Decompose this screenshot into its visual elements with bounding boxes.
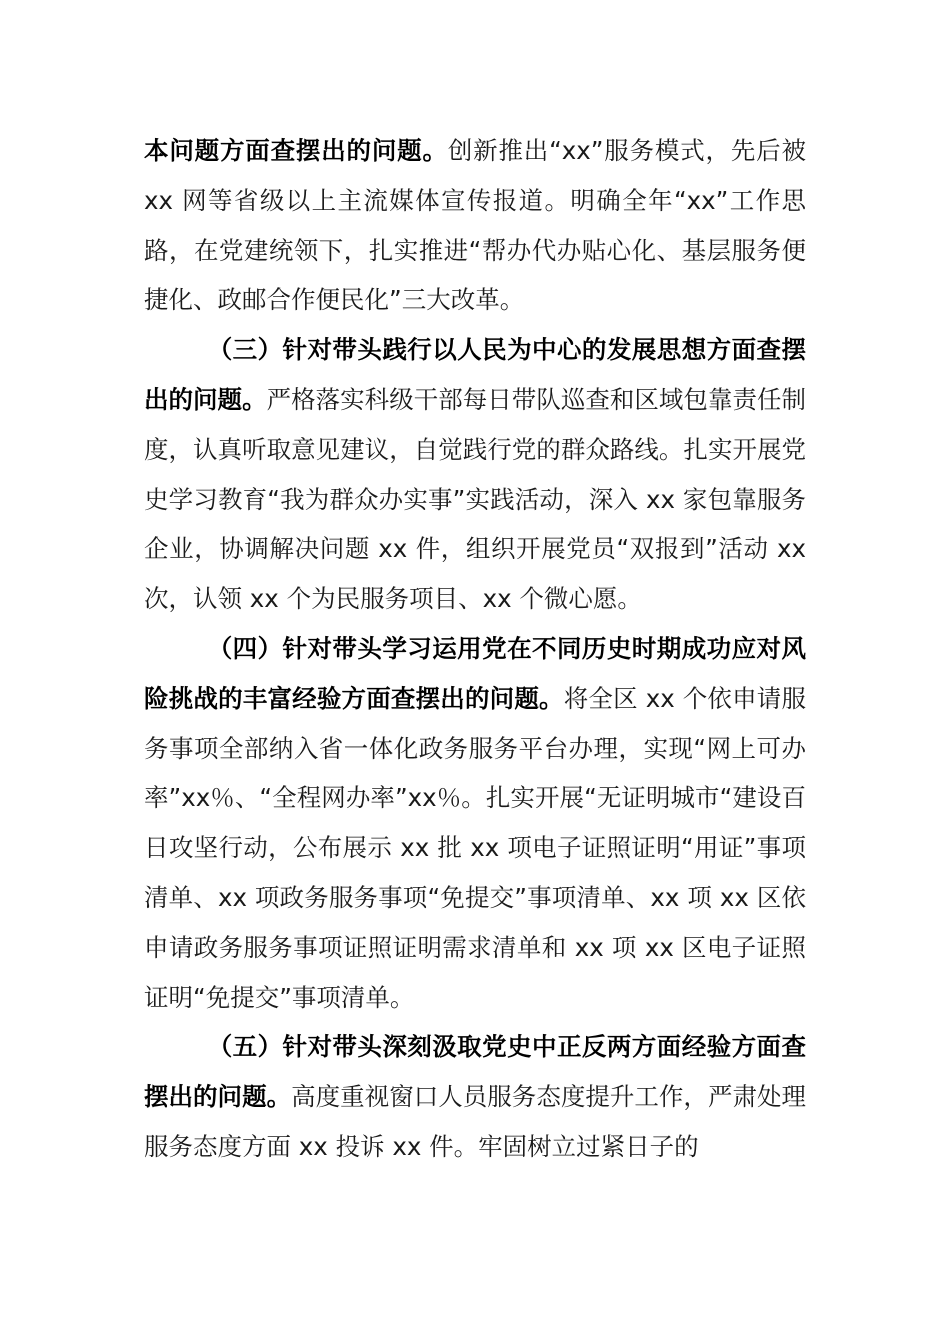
paragraph-body: 将全区 xx 个依申请服务事项全部纳入省一体化政务服务平台办理，实现“网上可办率”xx％、“全程网办率”xx％。扎实开展“无证明城市“建设百日攻坚行动，公布展示 xx 批 xx 项电子证照证明“用证”事项清单、xx 项政务服务事项“免提交”事项清单、xx 项 xx 区依申请政务服务事项证照证明需求清单和 xx 项 xx 区电子证照证明“免提交”事项清单。: [144, 683, 806, 1012]
paragraph-section-5: [144, 1022, 806, 1171]
paragraph-heading: （三）针对带头践行以人民为中心的发展思想方面查摆出的问题。: [144, 335, 806, 414]
paragraph-body: 严格落实科级干部每日带队巡查和区域包靠责任制度，认真听取意见建议，自觉践行党的群众路线。扎实开展党史学习教育“我为群众办实事”实践活动，深入 xx 家包靠服务企业，协调解决问题 xx 件，组织开展党员“双报到”活动 xx 次，认领 xx 个为民服务项目、xx 个微心愿。: [144, 384, 807, 614]
paragraph-heading: 本问题方面查摆出的问题。: [144, 136, 448, 165]
paragraph-section-4: [144, 624, 806, 1022]
paragraph-body: 高度重视窗口人员服务态度提升工作，严肃处理服务态度方面 xx 投诉 xx 件。牢固树立过紧日子的: [144, 1082, 807, 1161]
paragraph-heading: （四）针对带头学习运用党在不同历史时期成功应对风险挑战的丰富经验方面查摆出的问题。: [144, 633, 806, 713]
paragraph-heading: （五）针对带头深刻汲取党史中正反两方面经验方面查摆出的问题。: [144, 1032, 806, 1112]
paragraph-section-3: [144, 325, 806, 624]
paragraph-continued: [144, 126, 806, 325]
paragraph-body: 创新推出“xx”服务模式，先后被 xx 网等省级以上主流媒体宣传报道。明确全年“xx”工作思路，在党建统领下，扎实推进“帮办代办贴心化、基层服务便捷化、政邮合作便民化”三大改革。: [144, 136, 806, 315]
document-page: [144, 126, 806, 1172]
